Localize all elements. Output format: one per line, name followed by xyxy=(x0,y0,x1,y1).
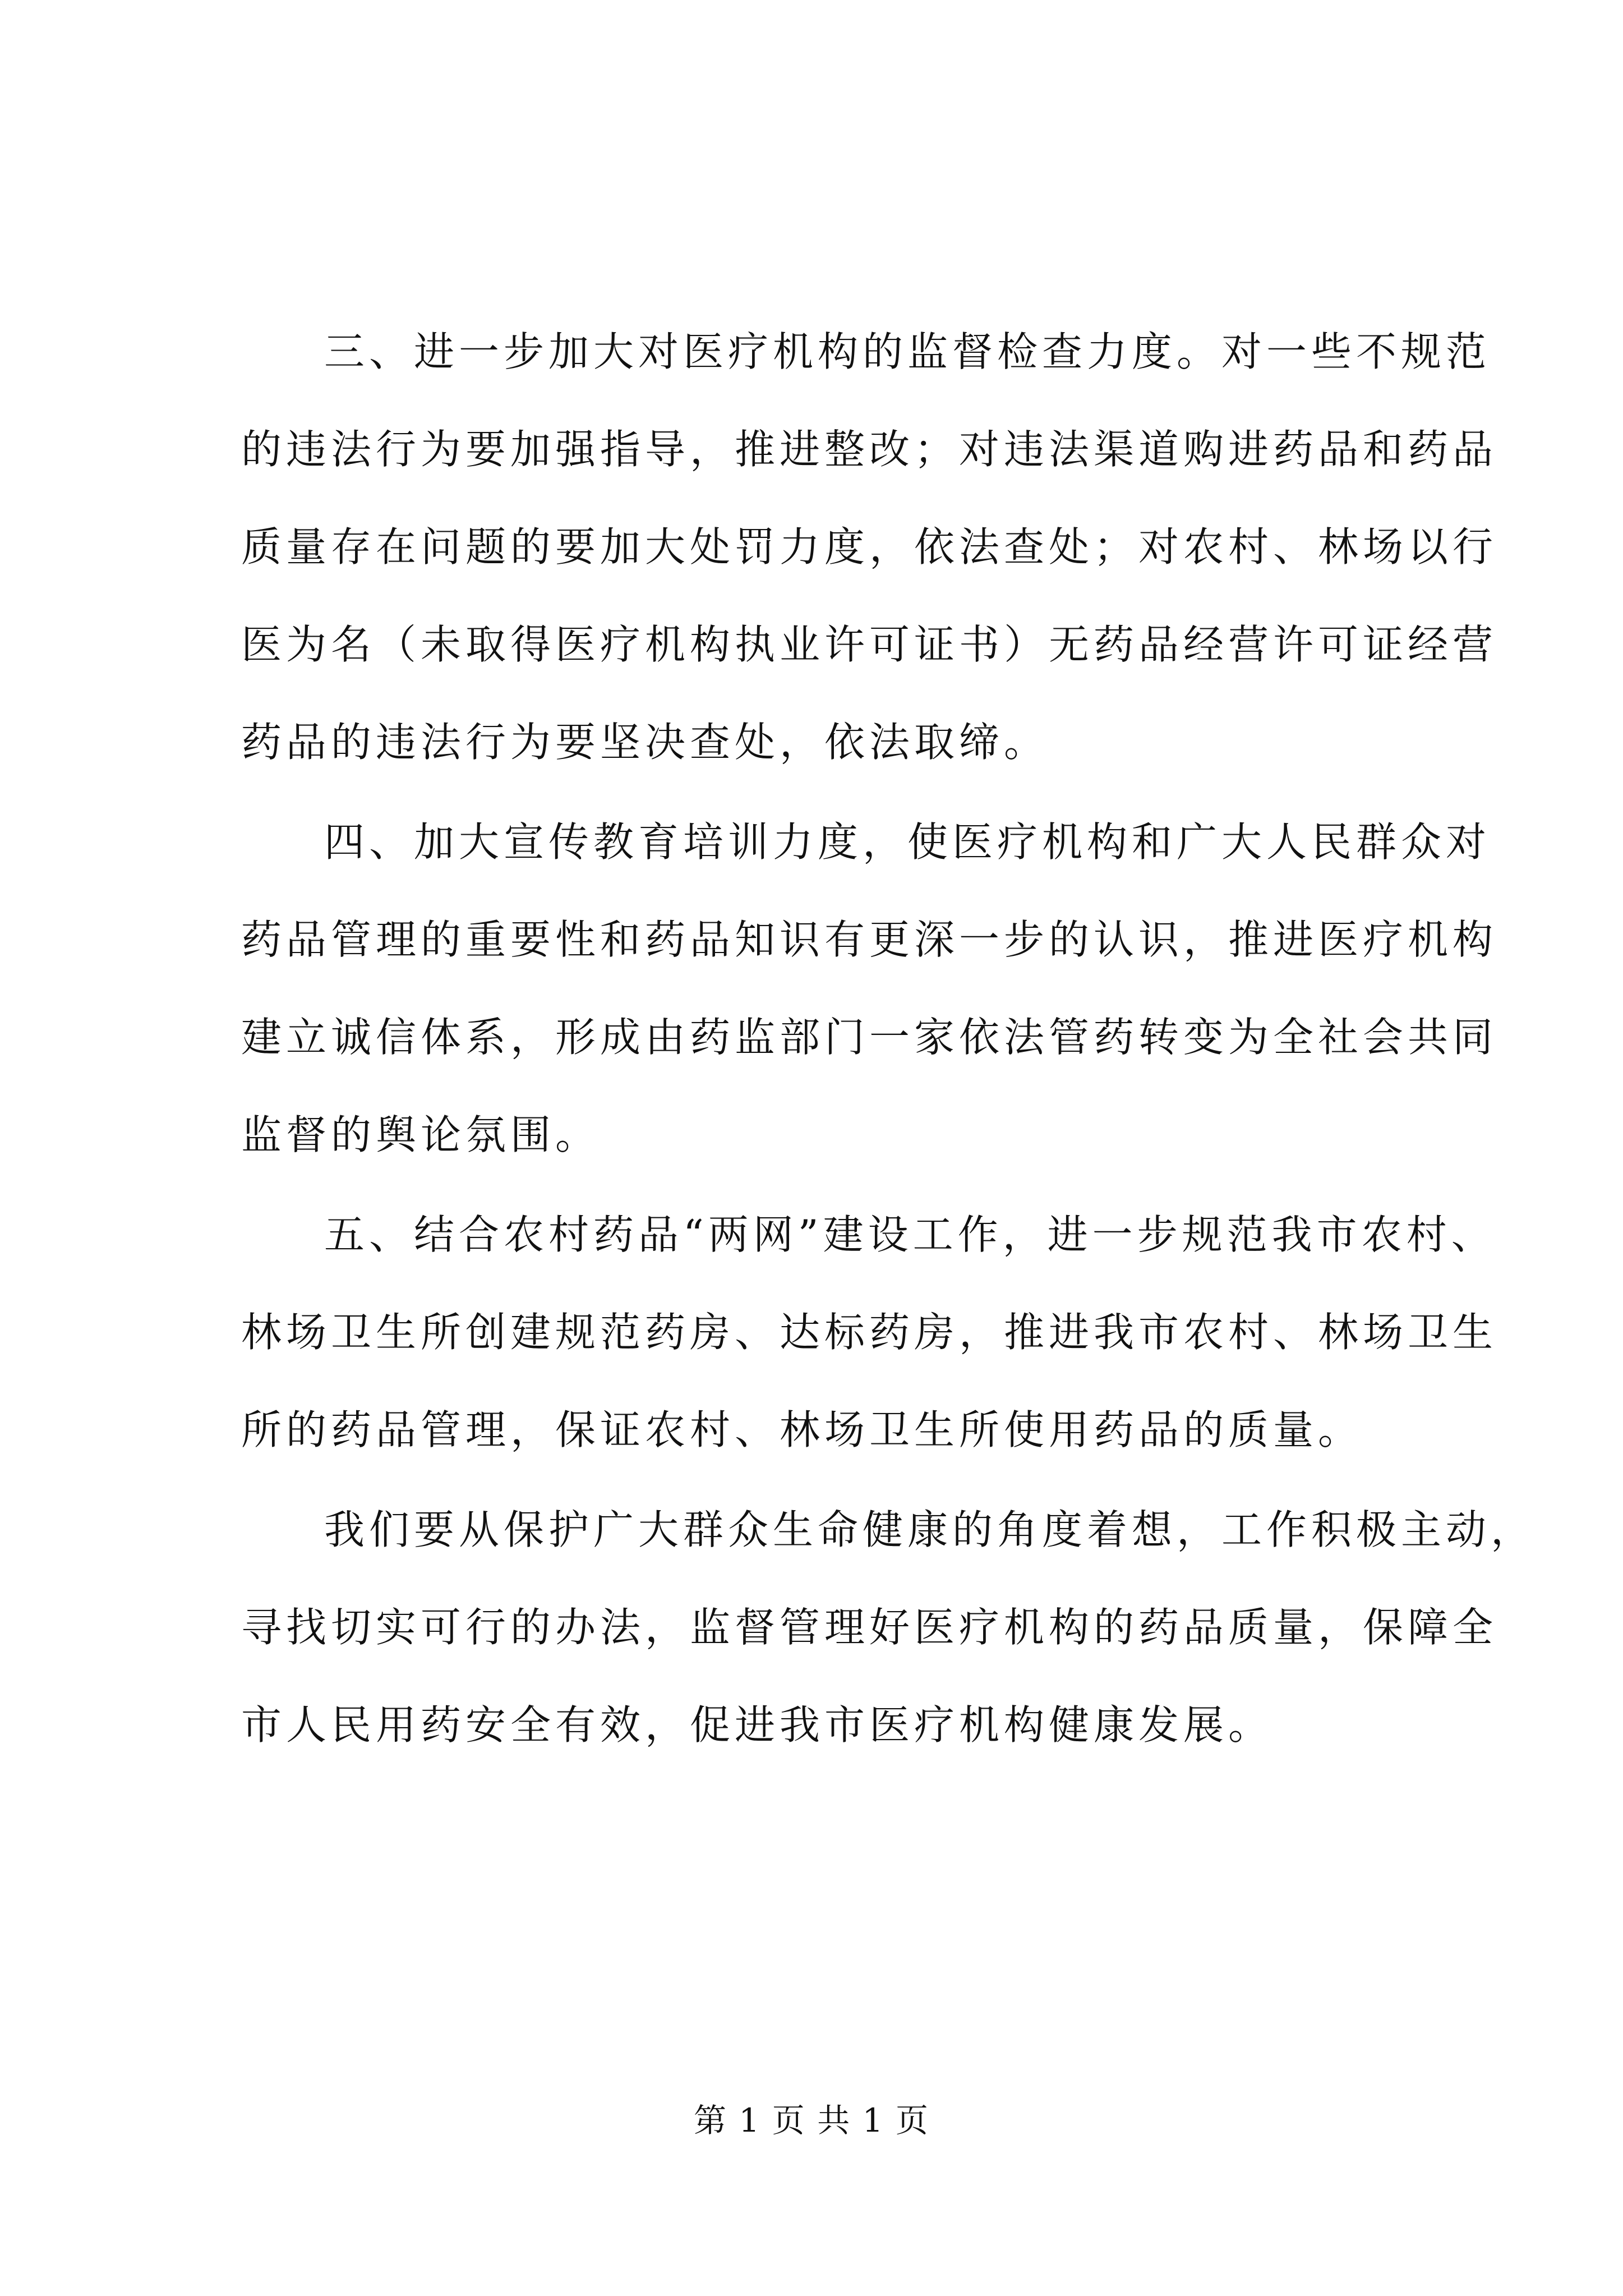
paragraph-line: 的违法行为要加强指导，推进整改；对违法渠道购进药品和药品 xyxy=(241,426,1498,473)
paragraph-5 xyxy=(241,1186,1498,1479)
paragraph-line: 药品的违法行为要坚决查处，依法取缔。 xyxy=(241,719,1049,766)
paragraph-line: 质量存在问题的要加大处罚力度，依法查处；对农村、林场以行 xyxy=(241,523,1498,570)
paragraph-line: 市人民用药安全有效，促进我市医疗机构健康发展。 xyxy=(241,1701,1274,1749)
paragraph-line: 林场卫生所创建规范药房、达标药房，推进我市农村、林场卫生 xyxy=(241,1309,1498,1356)
paragraph-line: 监督的舆论氛围。 xyxy=(241,1111,601,1158)
paragraph-3 xyxy=(241,303,1498,791)
paragraph-line: 医为名（未取得医疗机构执业许可证书）无药品经营许可证经营 xyxy=(241,621,1498,668)
paragraph-line: 所的药品管理，保证农村、林场卫生所使用药品的质量。 xyxy=(241,1406,1363,1453)
paragraph-closing xyxy=(241,1481,1536,1774)
document-body xyxy=(241,303,1536,1776)
page-number-label: 第 1 页 共 1 页 xyxy=(694,2101,929,2139)
page-footer xyxy=(0,2098,1623,2143)
paragraph-line: 寻找切实可行的办法，监督管理好医疗机构的药品质量，保障全 xyxy=(241,1604,1498,1651)
paragraph-line: 三、进一步加大对医疗机构的监督检查力度。对一些不规范 xyxy=(324,328,1491,375)
paragraph-line: 我们要从保护广大群众生命健康的角度着想，工作积极主动， xyxy=(324,1506,1536,1553)
paragraph-line: 四、加大宣传教育培训力度，使医疗机构和广大人民群众对 xyxy=(324,818,1491,866)
paragraph-4 xyxy=(241,793,1498,1184)
paragraph-line: 建立诚信体系，形成由药监部门一家依法管药转变为全社会共同 xyxy=(241,1014,1498,1061)
paragraph-line: 五、结合农村药品“两网”建设工作，进一步规范我市农村、 xyxy=(324,1211,1496,1258)
paragraph-line: 药品管理的重要性和药品知识有更深一步的认识，推进医疗机构 xyxy=(241,916,1498,963)
